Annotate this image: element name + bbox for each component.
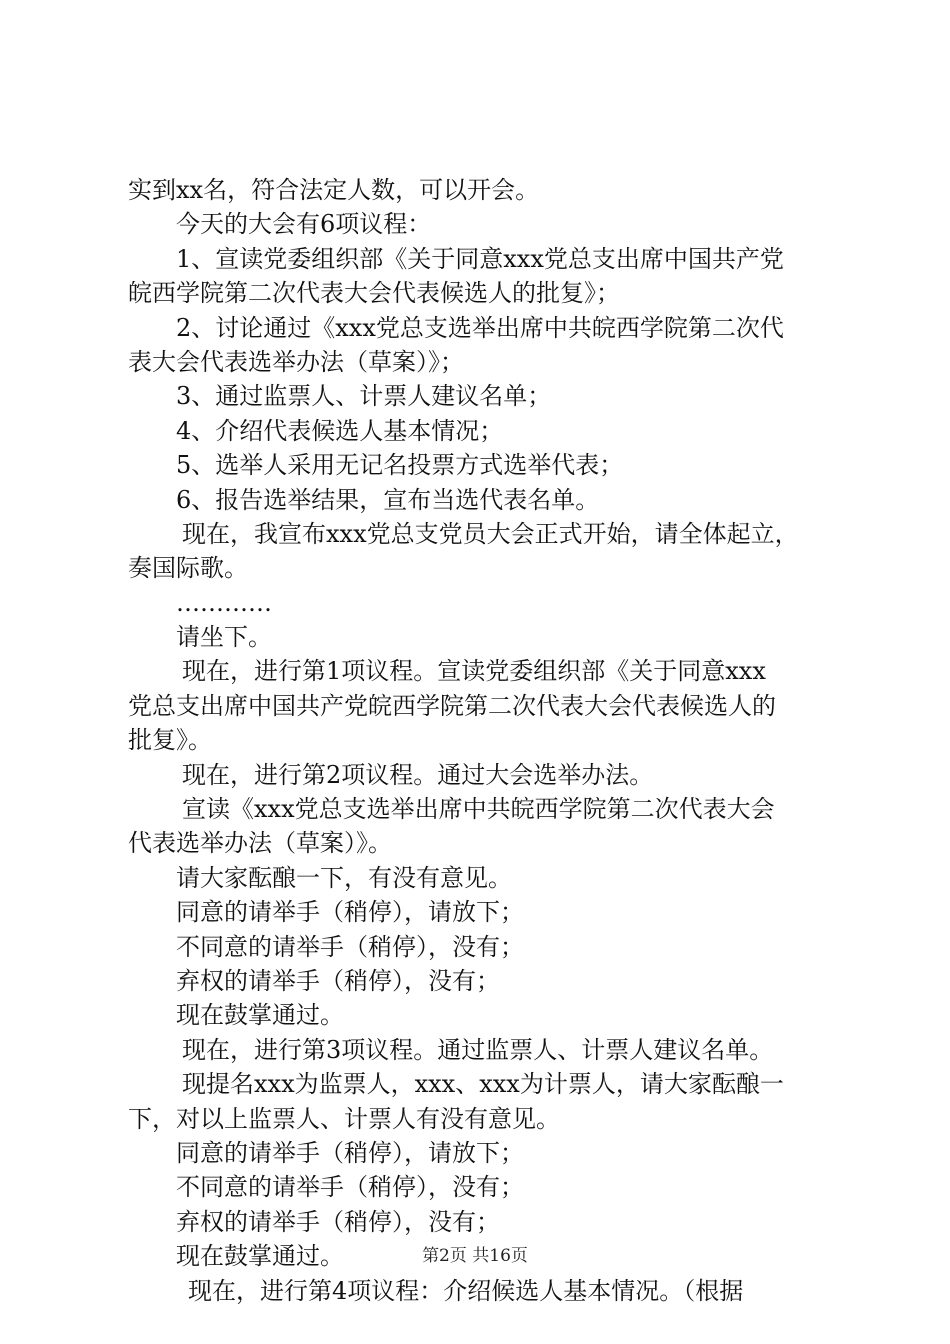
text-line: 现在，进行第2项议程。通过大会选举办法。 [182,760,654,789]
text-line: 代表选举办法（草案）》。 [128,829,392,858]
text-line: 现在，进行第3项议程。通过监票人、计票人建议名单。 [182,1035,774,1064]
text-line: 党总支出席中国共产党皖西学院第二次代表大会代表候选人的 [128,691,776,720]
text-line: 2、讨论通过《xxx党总支选举出席中共皖西学院第二次代 [176,313,784,342]
text-line: 不同意的请举手（稍停），没有； [176,932,524,961]
text-line: 现在鼓掌通过。 [176,1001,344,1030]
text-line: 5、选举人采用无记名投票方式选举代表； [176,451,624,480]
page-number-label: 第2页 共16页 [422,1246,528,1266]
text-line: 弃权的请举手（稍停），没有； [176,966,500,995]
text-line: 皖西学院第二次代表大会代表候选人的批复》； [128,279,620,308]
text-line: 请坐下。 [176,623,272,652]
text-line: 3、通过监票人、计票人建议名单； [176,382,552,411]
text-line: 4、介绍代表候选人基本情况； [176,416,504,445]
text-line: 同意的请举手（稍停），请放下； [176,1138,524,1167]
text-line: 现在鼓掌通过。 [176,1242,344,1271]
document-body [128,173,840,1308]
text-line: 宣读《xxx党总支选举出席中共皖西学院第二次代表大会 [182,795,775,824]
text-line: 6、报告选举结果，宣布当选代表名单。 [176,485,600,514]
page-footer [0,1244,950,1268]
text-line: 批复》。 [128,726,212,755]
text-line: 现在，进行第4项议程：介绍候选人基本情况。（根据 [188,1276,744,1305]
text-line: ………… [176,588,272,617]
text-line: 现提名xxx为监票人，xxx、xxx为计票人，请大家酝酿一 [182,1070,784,1099]
text-line: 现在，进行第1项议程。宣读党委组织部《关于同意xxx [182,657,766,686]
text-line: 今天的大会有6项议程： [176,210,432,239]
text-line: 弃权的请举手（稍停），没有； [176,1207,500,1236]
text-line: 表大会代表选举办法（草案）》； [128,347,464,376]
text-line: 1、宣读党委组织部《关于同意xxx党总支出席中国共产党 [176,244,784,273]
text-line: 实到xx名，符合法定人数，可以开会。 [128,176,540,204]
text-line: 请大家酝酿一下，有没有意见。 [176,863,512,892]
text-line: 奏国际歌。 [128,554,248,583]
text-line: 同意的请举手（稍停），请放下； [176,898,524,927]
text-line: 不同意的请举手（稍停），没有； [176,1173,524,1202]
text-line: 下，对以上监票人、计票人有没有意见。 [128,1104,560,1133]
text-line: 现在，我宣布xxx党总支党员大会正式开始，请全体起立， [182,519,799,548]
